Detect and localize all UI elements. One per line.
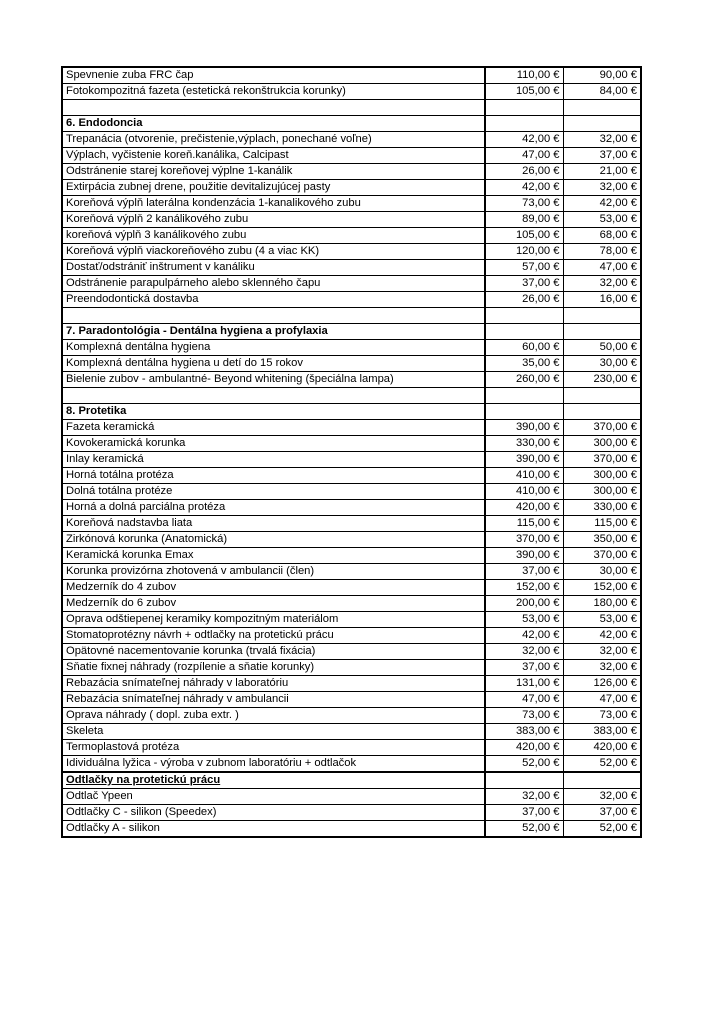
price-reduced: 52,00 € <box>563 821 641 838</box>
table-row <box>62 740 641 756</box>
price-standard: 410,00 € <box>485 468 563 484</box>
table-row <box>62 468 641 484</box>
price-reduced: 32,00 € <box>563 789 641 805</box>
price-reduced: 370,00 € <box>563 548 641 564</box>
section-title <box>62 100 485 116</box>
price-reduced: 126,00 € <box>563 676 641 692</box>
price-reduced <box>563 388 641 404</box>
service-name: Koreňová výplň viackoreňového zubu (4 a viac KK) <box>62 244 485 260</box>
price-reduced: 32,00 € <box>563 132 641 148</box>
table-row <box>62 436 641 452</box>
price-standard: 57,00 € <box>485 260 563 276</box>
service-name: Koreňová výplň 2 kanálikového zubu <box>62 212 485 228</box>
service-name: Bielenie zubov - ambulantné- Beyond whitening (špeciálna lampa) <box>62 372 485 388</box>
price-standard: 105,00 € <box>485 228 563 244</box>
price-standard: 53,00 € <box>485 612 563 628</box>
price-standard: 35,00 € <box>485 356 563 372</box>
section-title <box>62 308 485 324</box>
section-title: 7. Paradontológia - Dentálna hygiena a profylaxia <box>62 324 485 340</box>
table-row <box>62 484 641 500</box>
price-reduced: 68,00 € <box>563 228 641 244</box>
spacer-row <box>62 100 641 116</box>
price-reduced: 84,00 € <box>563 84 641 100</box>
section-title <box>62 388 485 404</box>
service-name: Trepanácia (otvorenie, prečistenie,výplach, ponechané voľne) <box>62 132 485 148</box>
subsection-heading-row <box>62 772 641 789</box>
price-reduced: 300,00 € <box>563 436 641 452</box>
table-row <box>62 628 641 644</box>
price-reduced: 420,00 € <box>563 740 641 756</box>
price-reduced: 32,00 € <box>563 660 641 676</box>
table-row <box>62 276 641 292</box>
service-name: Inlay keramická <box>62 452 485 468</box>
service-name: Idividuálna lyžica - výroba v zubnom laboratóriu + odtlačok <box>62 756 485 773</box>
price-reduced <box>563 324 641 340</box>
price-reduced: 21,00 € <box>563 164 641 180</box>
price-standard: 370,00 € <box>485 532 563 548</box>
price-standard: 37,00 € <box>485 660 563 676</box>
service-name: Stomatoprotézny návrh + odtlačky na protetickú prácu <box>62 628 485 644</box>
service-name: Koreňová výplň laterálna kondenzácia 1-kanalikového zubu <box>62 196 485 212</box>
price-reduced: 47,00 € <box>563 692 641 708</box>
price-standard: 32,00 € <box>485 644 563 660</box>
service-name: Výplach, vyčistenie koreň.kanálika, Calcipast <box>62 148 485 164</box>
table-row <box>62 132 641 148</box>
table-row <box>62 452 641 468</box>
price-reduced: 78,00 € <box>563 244 641 260</box>
price-reduced: 350,00 € <box>563 532 641 548</box>
service-name: Extirpácia zubnej drene, použitie devitalizujúcej pasty <box>62 180 485 196</box>
price-reduced <box>563 100 641 116</box>
service-name: Zirkónová korunka (Anatomická) <box>62 532 485 548</box>
price-standard: 120,00 € <box>485 244 563 260</box>
price-standard: 115,00 € <box>485 516 563 532</box>
price-reduced: 300,00 € <box>563 484 641 500</box>
table-row <box>62 708 641 724</box>
price-standard <box>485 324 563 340</box>
table-row <box>62 756 641 773</box>
price-standard: 37,00 € <box>485 805 563 821</box>
price-standard <box>485 772 563 789</box>
price-standard: 52,00 € <box>485 756 563 773</box>
section-heading-row <box>62 116 641 132</box>
price-standard <box>485 404 563 420</box>
price-standard: 89,00 € <box>485 212 563 228</box>
price-standard: 410,00 € <box>485 484 563 500</box>
price-reduced: 53,00 € <box>563 212 641 228</box>
price-reduced: 53,00 € <box>563 612 641 628</box>
service-name: Oprava odštiepenej keramiky kompozitným materiálom <box>62 612 485 628</box>
price-standard: 420,00 € <box>485 740 563 756</box>
service-name: Spevnenie zuba FRC čap <box>62 67 485 84</box>
price-reduced: 32,00 € <box>563 644 641 660</box>
price-reduced: 90,00 € <box>563 67 641 84</box>
price-standard <box>485 100 563 116</box>
service-name: Sňatie fixnej náhrady (rozpílenie a sňatie korunky) <box>62 660 485 676</box>
table-row <box>62 612 641 628</box>
service-name: Odtlač Ypeen <box>62 789 485 805</box>
service-name: Komplexná dentálna hygiena <box>62 340 485 356</box>
price-standard <box>485 116 563 132</box>
table-row <box>62 789 641 805</box>
table-row <box>62 724 641 740</box>
table-row <box>62 692 641 708</box>
service-name: Medzerník do 4 zubov <box>62 580 485 596</box>
price-reduced: 115,00 € <box>563 516 641 532</box>
price-standard: 152,00 € <box>485 580 563 596</box>
table-row <box>62 548 641 564</box>
price-standard: 42,00 € <box>485 180 563 196</box>
service-name: koreňová výplň 3 kanálikového zubu <box>62 228 485 244</box>
table-row <box>62 564 641 580</box>
table-row <box>62 821 641 838</box>
section-title: 8. Protetika <box>62 404 485 420</box>
service-name: Dolná totálna protéze <box>62 484 485 500</box>
price-standard: 330,00 € <box>485 436 563 452</box>
table-row <box>62 244 641 260</box>
price-standard: 60,00 € <box>485 340 563 356</box>
table-row <box>62 516 641 532</box>
price-standard: 390,00 € <box>485 420 563 436</box>
price-standard: 47,00 € <box>485 148 563 164</box>
table-row <box>62 676 641 692</box>
price-reduced: 152,00 € <box>563 580 641 596</box>
price-reduced: 50,00 € <box>563 340 641 356</box>
price-standard: 131,00 € <box>485 676 563 692</box>
service-name: Rebazácia snímateľnej náhrady v laboratóriu <box>62 676 485 692</box>
price-reduced <box>563 308 641 324</box>
table-row <box>62 372 641 388</box>
price-list-body <box>62 67 641 837</box>
table-row <box>62 596 641 612</box>
service-name: Korunka provizórna zhotovená v ambulancii (člen) <box>62 564 485 580</box>
service-name: Odstránenie starej koreňovej výplne 1-kanálik <box>62 164 485 180</box>
price-standard: 200,00 € <box>485 596 563 612</box>
section-title: 6. Endodoncia <box>62 116 485 132</box>
service-name: Fazeta keramická <box>62 420 485 436</box>
service-name: Horná totálna protéza <box>62 468 485 484</box>
price-standard: 26,00 € <box>485 292 563 308</box>
service-name: Rebazácia snímateľnej náhrady v ambulancii <box>62 692 485 708</box>
price-list-table <box>61 66 642 838</box>
price-standard: 420,00 € <box>485 500 563 516</box>
price-standard: 73,00 € <box>485 708 563 724</box>
table-row <box>62 67 641 84</box>
table-row <box>62 532 641 548</box>
price-reduced <box>563 116 641 132</box>
price-reduced: 32,00 € <box>563 276 641 292</box>
price-standard: 110,00 € <box>485 67 563 84</box>
service-name: Keramická korunka Emax <box>62 548 485 564</box>
price-reduced: 330,00 € <box>563 500 641 516</box>
table-row <box>62 340 641 356</box>
price-reduced: 180,00 € <box>563 596 641 612</box>
table-row <box>62 580 641 596</box>
price-reduced: 37,00 € <box>563 805 641 821</box>
table-row <box>62 644 641 660</box>
table-row <box>62 420 641 436</box>
service-name: Termoplastová protéza <box>62 740 485 756</box>
price-standard <box>485 308 563 324</box>
table-row <box>62 660 641 676</box>
service-name: Preendodontická dostavba <box>62 292 485 308</box>
service-name: Kovokeramická korunka <box>62 436 485 452</box>
service-name: Medzerník do 6 zubov <box>62 596 485 612</box>
service-name: Fotokompozitná fazeta (estetická rekonštrukcia korunky) <box>62 84 485 100</box>
price-standard: 260,00 € <box>485 372 563 388</box>
price-reduced: 30,00 € <box>563 564 641 580</box>
price-reduced: 300,00 € <box>563 468 641 484</box>
service-name: Opätovné nacementovanie korunka (trvalá fixácia) <box>62 644 485 660</box>
table-row <box>62 84 641 100</box>
service-name: Skeleta <box>62 724 485 740</box>
price-standard: 52,00 € <box>485 821 563 838</box>
table-row <box>62 212 641 228</box>
price-standard: 105,00 € <box>485 84 563 100</box>
table-row <box>62 260 641 276</box>
price-standard: 26,00 € <box>485 164 563 180</box>
price-reduced: 37,00 € <box>563 148 641 164</box>
price-standard: 42,00 € <box>485 132 563 148</box>
service-name: Odstránenie parapulpárneho alebo sklenného čapu <box>62 276 485 292</box>
table-row <box>62 180 641 196</box>
price-reduced: 73,00 € <box>563 708 641 724</box>
service-name: Oprava náhrady ( dopl. zuba extr. ) <box>62 708 485 724</box>
price-standard: 390,00 € <box>485 452 563 468</box>
price-standard: 47,00 € <box>485 692 563 708</box>
price-standard: 37,00 € <box>485 564 563 580</box>
service-name: Odtlačky C - silikon (Speedex) <box>62 805 485 821</box>
table-row <box>62 148 641 164</box>
price-reduced: 370,00 € <box>563 452 641 468</box>
price-reduced <box>563 772 641 789</box>
service-name: Koreňová nadstavba liata <box>62 516 485 532</box>
table-row <box>62 356 641 372</box>
price-reduced <box>563 404 641 420</box>
price-reduced: 370,00 € <box>563 420 641 436</box>
price-standard: 383,00 € <box>485 724 563 740</box>
service-name: Komplexná dentálna hygiena u detí do 15 rokov <box>62 356 485 372</box>
price-reduced: 42,00 € <box>563 196 641 212</box>
price-standard: 37,00 € <box>485 276 563 292</box>
price-standard <box>485 388 563 404</box>
service-name: Dostať/odstrániť inštrument v kanáliku <box>62 260 485 276</box>
table-row <box>62 164 641 180</box>
spacer-row <box>62 308 641 324</box>
table-row <box>62 500 641 516</box>
table-row <box>62 805 641 821</box>
service-name: Odtlačky A - silikon <box>62 821 485 838</box>
service-name: Horná a dolná parciálna protéza <box>62 500 485 516</box>
table-row <box>62 196 641 212</box>
section-title: Odtlačky na protetickú prácu <box>62 772 485 789</box>
price-standard: 42,00 € <box>485 628 563 644</box>
price-reduced: 230,00 € <box>563 372 641 388</box>
price-standard: 73,00 € <box>485 196 563 212</box>
section-heading-row <box>62 404 641 420</box>
spacer-row <box>62 388 641 404</box>
price-standard: 32,00 € <box>485 789 563 805</box>
section-heading-row <box>62 324 641 340</box>
table-row <box>62 292 641 308</box>
price-reduced: 52,00 € <box>563 756 641 773</box>
price-reduced: 16,00 € <box>563 292 641 308</box>
price-reduced: 47,00 € <box>563 260 641 276</box>
price-reduced: 30,00 € <box>563 356 641 372</box>
price-reduced: 32,00 € <box>563 180 641 196</box>
price-reduced: 42,00 € <box>563 628 641 644</box>
table-row <box>62 228 641 244</box>
price-reduced: 383,00 € <box>563 724 641 740</box>
price-standard: 390,00 € <box>485 548 563 564</box>
